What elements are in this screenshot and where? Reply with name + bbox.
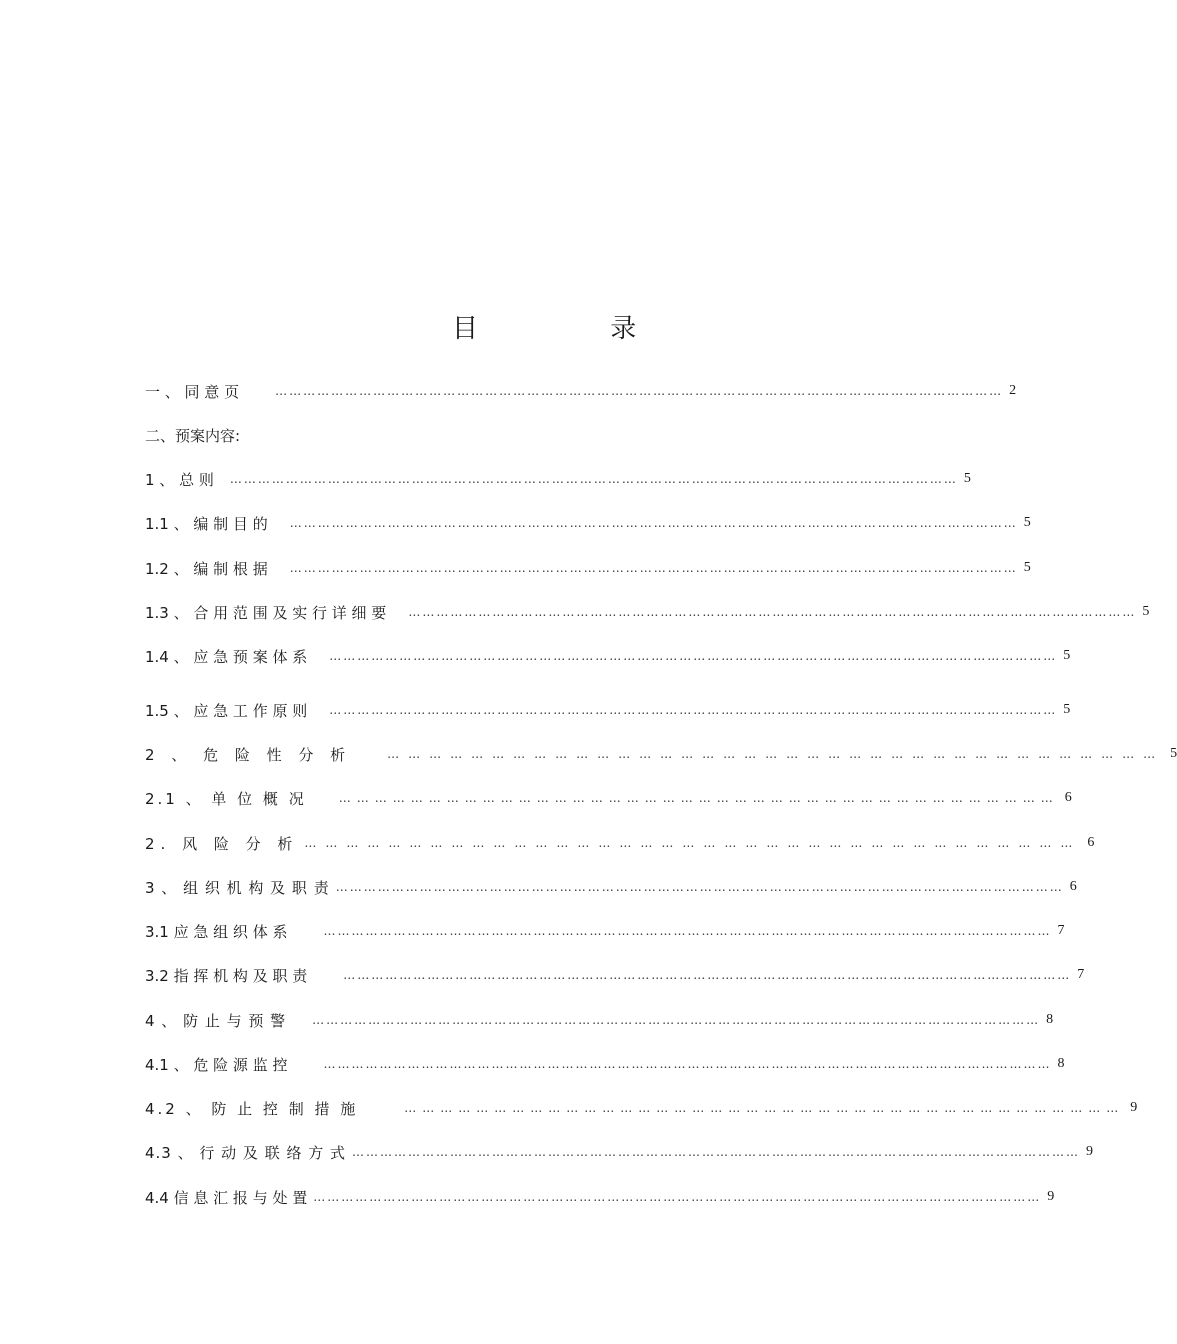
toc-entry-label: 二、预案内容: <box>145 426 241 445</box>
toc-page-number: 2 <box>1009 383 1017 398</box>
toc-entry-label: 1 、 总 则 <box>145 470 214 489</box>
toc-page-number: 5 <box>963 471 971 486</box>
toc-entry-label: 2.1 、 单 位 概 况 <box>145 789 307 808</box>
toc-entry-1-4[interactable] <box>145 644 1071 668</box>
toc-page-number: 5 <box>1170 746 1177 761</box>
toc-leader-dots: ………………………………………………………………………………………………………………………………………… <box>229 472 958 486</box>
toc-entry-1-5[interactable] <box>145 698 1071 722</box>
toc-leader-dots: ………………………………………………………………………………………………………………………………………… <box>343 968 1072 982</box>
toc-entry-label: 2 、 危 险 性 分 析 <box>145 745 352 764</box>
toc-entry-3-1[interactable] <box>145 919 1065 943</box>
toc-entry-3-2[interactable] <box>145 963 1085 987</box>
toc-page-number: 5 <box>1063 702 1071 717</box>
toc-leader-dots: ………………………………………………………………………………………………………………………………………… <box>352 1145 1081 1159</box>
toc-page-number: 6 <box>1064 790 1072 805</box>
toc-entry-4-4[interactable] <box>145 1185 1055 1209</box>
toc-entry-label: 4.1 、 危 险 源 监 控 <box>145 1055 288 1074</box>
toc-page-number: 9 <box>1130 1100 1138 1115</box>
toc-entry-2-1[interactable] <box>145 786 1072 810</box>
toc-leader-dots: ………………………………………………………………………………………………………………………………………… <box>335 880 1064 894</box>
toc-leader-dots: ………………………………………………………………………………………………………………………………………… <box>275 384 1004 398</box>
toc-entry-label: 3.2 指 挥 机 构 及 职 责 <box>145 966 308 985</box>
toc-entry-1-2[interactable] <box>145 556 1031 580</box>
toc-entry-general[interactable] <box>145 467 971 491</box>
toc-page-number: 5 <box>1023 515 1031 530</box>
toc-entry-consent-page[interactable] <box>145 379 1017 403</box>
toc-page-number: 8 <box>1057 1056 1065 1071</box>
toc-leader-dots: ………………………………………………………………………………………………………………………………………… <box>289 516 1018 530</box>
toc-entry-label: 2. 风 险 分 析 <box>145 834 299 853</box>
toc-entry-plan-content[interactable] <box>145 423 805 447</box>
toc-page-number: 6 <box>1069 879 1077 894</box>
toc-entry-2-2[interactable] <box>145 831 1095 855</box>
toc-leader-dots: ………………………………………………………………………………………………………………………………………… <box>329 703 1058 717</box>
toc-leader-dots: ………………………………………………………………………………………………… <box>387 747 1165 761</box>
toc-entry-label: 4.3 、 行 动 及 联 络 方 式 <box>145 1143 347 1162</box>
toc-page-number: 9 <box>1086 1144 1094 1159</box>
toc-leader-dots: ………………………………………………………………………………………………………………………………………… <box>313 1190 1042 1204</box>
toc-leader-dots: ………………………………………………………………………………………………………………………………………… <box>408 605 1137 619</box>
toc-leader-dots: ………………………………………………………………………………………………………………………………………… <box>323 924 1052 938</box>
toc-leader-dots: ………………………………………………………………………………………………………………………………………… <box>312 1013 1041 1027</box>
toc-leader-dots: ………………………………………………………………………………………………………………………………………… <box>329 649 1058 663</box>
toc-entry-label: 4.2 、 防 止 控 制 措 施 <box>145 1099 359 1118</box>
toc-entry-label: 1.4 、 应 急 预 案 体 系 <box>145 647 308 666</box>
toc-entry-label: 3 、 组 织 机 构 及 职 责 <box>145 878 330 897</box>
toc-leader-dots: ………………………………………………………………………………………………………… <box>404 1101 1125 1115</box>
toc-page-number: 9 <box>1047 1189 1055 1204</box>
toc-leader-dots: ………………………………………………………………………………………………………………………………………… <box>289 561 1018 575</box>
toc-page-number: 6 <box>1087 835 1095 850</box>
toc-entry-label: 3.1 应 急 组 织 体 系 <box>145 922 288 941</box>
toc-leader-dots: ………………………………………………………………………………………………………………………………………… <box>323 1057 1052 1071</box>
toc-entry-3[interactable] <box>145 875 1077 899</box>
toc-entry-label: 4 、 防 止 与 预 警 <box>145 1011 287 1030</box>
toc-page-number: 5 <box>1063 648 1071 663</box>
toc-entry-label: 1.5 、 应 急 工 作 原 则 <box>145 701 308 720</box>
toc-leader-dots: ………………………………………………………………………………………………………… <box>338 791 1059 805</box>
toc-page-number: 5 <box>1142 604 1150 619</box>
toc-entry-4-2[interactable] <box>145 1096 1138 1120</box>
toc-entry-4[interactable] <box>145 1008 1054 1032</box>
toc-leader-dots: ………………………………………………………………………………………………… <box>304 836 1082 850</box>
toc-entry-label: 1.1 、 编 制 目 的 <box>145 514 268 533</box>
toc-entry-label: 4.4 信 息 汇 报 与 处 置 <box>145 1188 308 1207</box>
toc-page-number: 8 <box>1046 1012 1054 1027</box>
toc-page-number: 7 <box>1077 967 1085 982</box>
page-title: 目 录 <box>452 314 699 344</box>
toc-entry-4-1[interactable] <box>145 1052 1065 1076</box>
toc-entry-label: 1.2 、 编 制 根 据 <box>145 559 268 578</box>
toc-entry-label: 一 、 同 意 页 <box>145 382 240 401</box>
toc-entry-4-3[interactable] <box>145 1140 1094 1164</box>
toc-entry-1-3[interactable] <box>145 600 1150 624</box>
toc-page-number: 5 <box>1023 560 1031 575</box>
toc-entry-label: 1.3 、 合 用 范 围 及 实 行 详 细 要 <box>145 603 387 622</box>
toc-entry-risk-analysis[interactable] <box>145 742 1177 766</box>
toc-page-number: 7 <box>1057 923 1065 938</box>
toc-entry-1-1[interactable] <box>145 511 1031 535</box>
